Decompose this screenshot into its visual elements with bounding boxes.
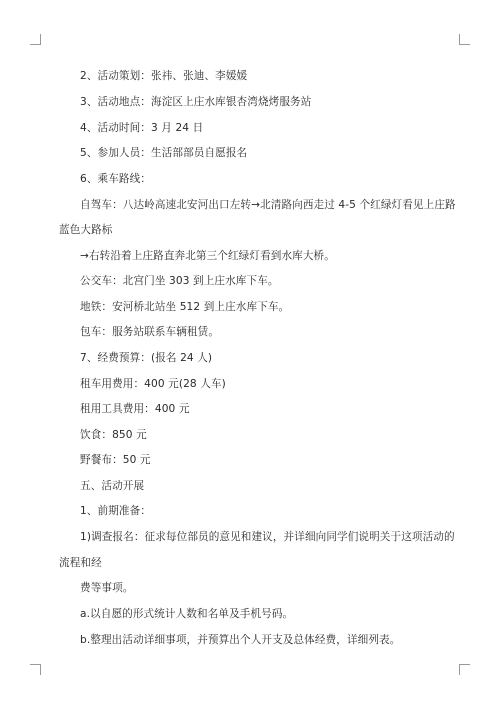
line-planning: 2、活动策划：张祎、张迪、李媛媛 [80, 70, 248, 82]
line-location: 3、活动地点：海淀区上庄水库银杏湾烧烤服务站 [80, 96, 312, 108]
line-route-car: 自驾车：八达岭高速北安河出口左转→北清路向西走过 4-5 个红绿灯看见上庄路 [80, 199, 456, 211]
line-route-subway: 地铁：安河桥北站坐 512 到上庄水库下车。 [80, 301, 290, 313]
line-route-bus: 公交车：北宫门坐 303 到上庄水库下车。 [80, 275, 279, 287]
line-route-car-cont: 蓝色大路标 [59, 224, 113, 236]
line-section-heading: 五、活动开展 [80, 480, 145, 492]
line-route-car-turn: →右转沿着上庄路直奔北第三个红绿灯看到水库大桥。 [80, 250, 335, 262]
line-participants: 5、参加人员：生活部部员自愿报名 [80, 147, 248, 159]
line-route-heading: 6、乘车路线： [80, 173, 152, 185]
line-budget-food: 饮食：850 元 [80, 429, 147, 441]
line-budget-car: 租车用费用：400 元(28 人车) [80, 378, 226, 390]
line-budget-heading: 7、经费预算：(报名 24 人) [80, 352, 213, 364]
line-prep-heading: 1、前期准备： [80, 505, 152, 517]
line-prep-b: b.整理出活动详细事项，并预算出个人开支及总体经费，详细列表。 [80, 634, 401, 646]
line-prep-survey: 1)调查报名：征求每位部员的意见和建议，并详细向同学们说明关于这项活动的 [80, 531, 455, 543]
line-budget-picnic: 野餐布：50 元 [80, 454, 151, 466]
line-time: 4、活动时间：3 月 24 日 [80, 122, 204, 134]
line-prep-survey-cont: 流程和经 [59, 557, 102, 569]
line-prep-survey-end: 费等事项。 [80, 582, 134, 594]
line-route-charter: 包车：服务站联系车辆租赁。 [80, 326, 220, 338]
line-budget-tools: 租用工具费用：400 元 [80, 403, 190, 415]
line-prep-a: a.以自愿的形式统计人数和名单及手机号码。 [80, 608, 294, 620]
